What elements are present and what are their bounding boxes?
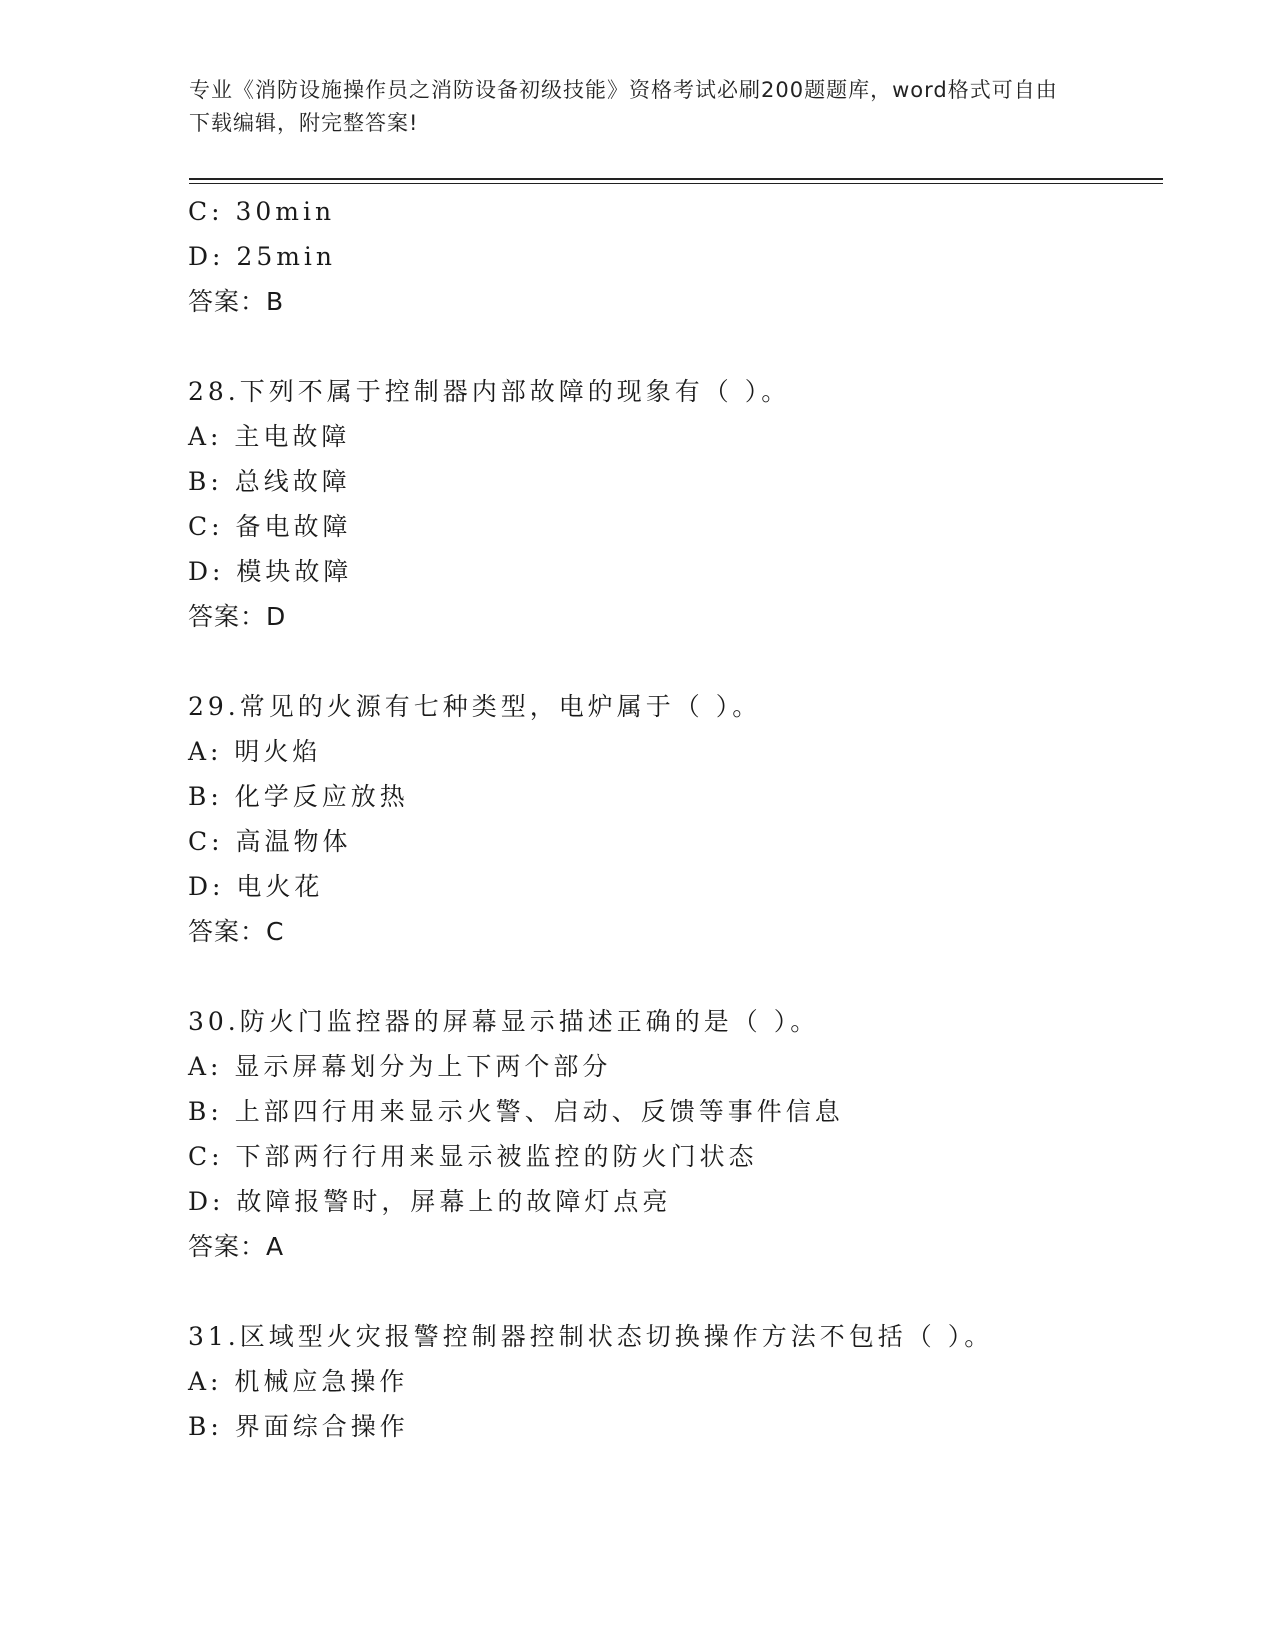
option-line: B: 界面综合操作 [188, 1412, 409, 1441]
option-line: B: 总线故障 [188, 467, 351, 496]
answer-line: 答案：A [188, 1232, 285, 1261]
answer-line: 答案：B [188, 287, 285, 316]
header-divider-thin [189, 183, 1163, 184]
option-line: C: 下部两行行用来显示被监控的防火门状态 [188, 1142, 758, 1171]
header-divider-thick [189, 178, 1163, 180]
question-line: 29.常见的火源有七种类型，电炉属于（ ）。 [188, 692, 762, 721]
option-line: A: 机械应急操作 [188, 1367, 409, 1396]
option-line: D: 故障报警时，屏幕上的故障灯点亮 [188, 1187, 672, 1216]
question-line: 31.区域型火灾报警控制器控制状态切换操作方法不包括（ ）。 [188, 1322, 994, 1351]
option-line: B: 化学反应放热 [188, 782, 409, 811]
document-header: 专业《消防设施操作员之消防设备初级技能》资格考试必刷200题题库，word格式可自由下载编辑，附完整答案! [189, 78, 1058, 135]
option-line: C: 备电故障 [188, 512, 352, 541]
option-line: C: 高温物体 [188, 827, 352, 856]
question-line: 30.防火门监控器的屏幕显示描述正确的是（ ）。 [188, 1007, 820, 1036]
option-line: A: 显示屏幕划分为上下两个部分 [188, 1052, 612, 1081]
option-line: B: 上部四行用来显示火警、启动、反馈等事件信息 [188, 1097, 844, 1126]
option-line: D: 模块故障 [188, 557, 353, 586]
answer-line: 答案：D [188, 602, 287, 631]
answer-line: 答案：C [188, 917, 285, 946]
question-line: 28.下列不属于控制器内部故障的现象有（ ）。 [188, 377, 791, 406]
option-line: A: 明火焰 [188, 737, 322, 766]
option-line: D: 电火花 [188, 872, 324, 901]
option-line: A: 主电故障 [188, 422, 351, 451]
option-line: D: 25min [188, 242, 337, 271]
option-line: C: 30min [188, 197, 336, 226]
